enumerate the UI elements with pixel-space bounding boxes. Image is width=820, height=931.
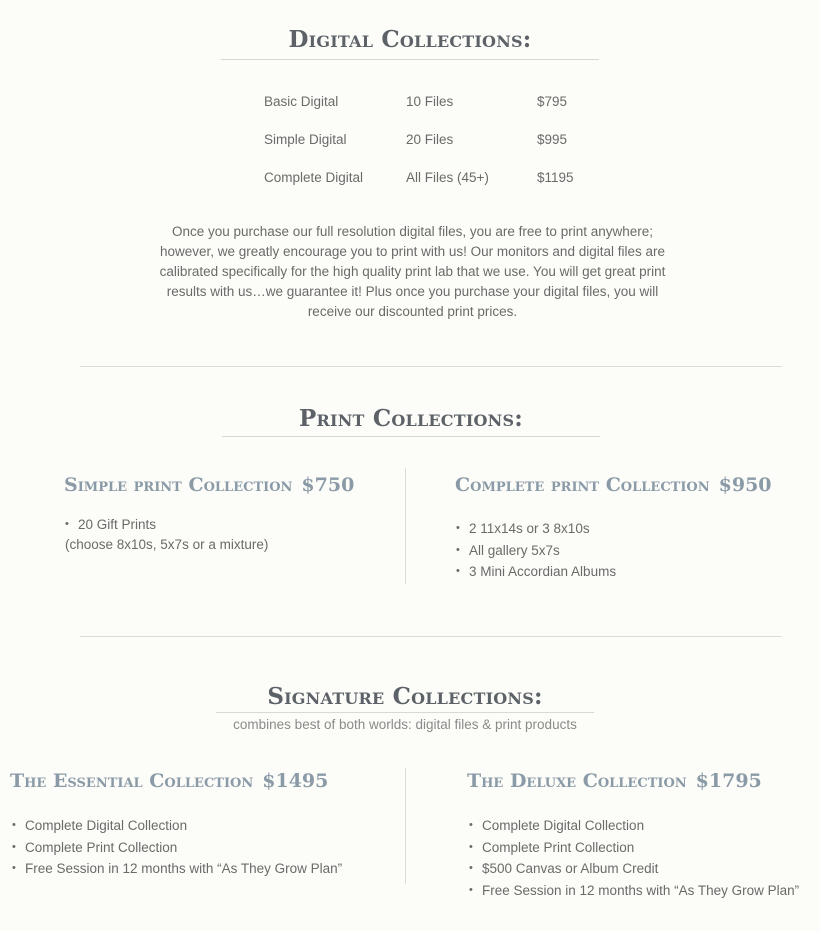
package-files: 20 Files [406,132,454,147]
package-files: All Files (45+) [406,170,489,185]
package-price: $795 [537,94,568,109]
section-divider [80,636,782,637]
package-files: 10 Files [406,94,454,109]
package-price: $1195 [537,170,574,185]
simple-print-collection-title [64,474,354,496]
signature-collections-heading: Signature Collections: [216,683,594,713]
digital-info-paragraph: Once you purchase our full resolution digital files, you are free to print anywhere; however, we greatly encourage you to print with us! Our monitors and digital files are calibrated specifically for the high quality print lab that we use. You will get great print results with us…we guarantee it! Plus once you purchase your digital files, you will receive our discounted print prices. [159,224,666,319]
print-collections-heading: Print Collections: [222,405,600,437]
list-item: • Free Session in 12 months with “As They Grow Plan” [11,858,342,880]
collection-name: The Essential Collection [10,770,254,792]
collection-price: $750 [301,474,355,496]
collection-price: $1495 [262,770,329,792]
deluxe-collection-items [468,815,799,901]
package-name: Basic Digital [264,94,339,109]
simple-print-items [64,514,156,536]
package-name: Simple Digital [264,132,347,147]
column-divider [405,768,406,884]
simple-print-note: (choose 8x10s, 5x7s or a mixture) [65,537,269,552]
list-item: • 3 Mini Accordian Albums [455,561,616,583]
list-item: • Complete Print Collection [468,837,799,859]
collection-price: $1795 [695,770,762,792]
package-name: Complete Digital [264,170,364,185]
digital-collections-heading: Digital Collections: [221,26,599,60]
essential-collection-items [11,815,342,880]
list-item: • Complete Digital Collection [468,815,799,837]
signature-subtitle: combines best of both worlds: digital files & print products [233,717,577,732]
deluxe-collection-title [467,770,762,792]
package-price: $995 [537,132,568,147]
collection-name: Complete print Collection [455,474,710,496]
list-item: • Free Session in 12 months with “As They Grow Plan” [468,880,799,902]
list-item: • All gallery 5x7s [455,540,616,562]
essential-collection-title [10,770,328,792]
list-item: • $500 Canvas or Album Credit [468,858,799,880]
list-item: • 2 11x14s or 3 8x10s [455,518,616,540]
section-divider [80,366,782,367]
list-item: • 20 Gift Prints [64,514,156,536]
complete-print-collection-title [455,474,772,496]
list-item: • Complete Digital Collection [11,815,342,837]
collection-name: Simple print Collection [64,474,293,496]
list-item: • Complete Print Collection [11,837,342,859]
complete-print-items [455,518,616,583]
collection-price: $950 [718,474,772,496]
column-divider [405,468,406,584]
collection-name: The Deluxe Collection [467,770,687,792]
